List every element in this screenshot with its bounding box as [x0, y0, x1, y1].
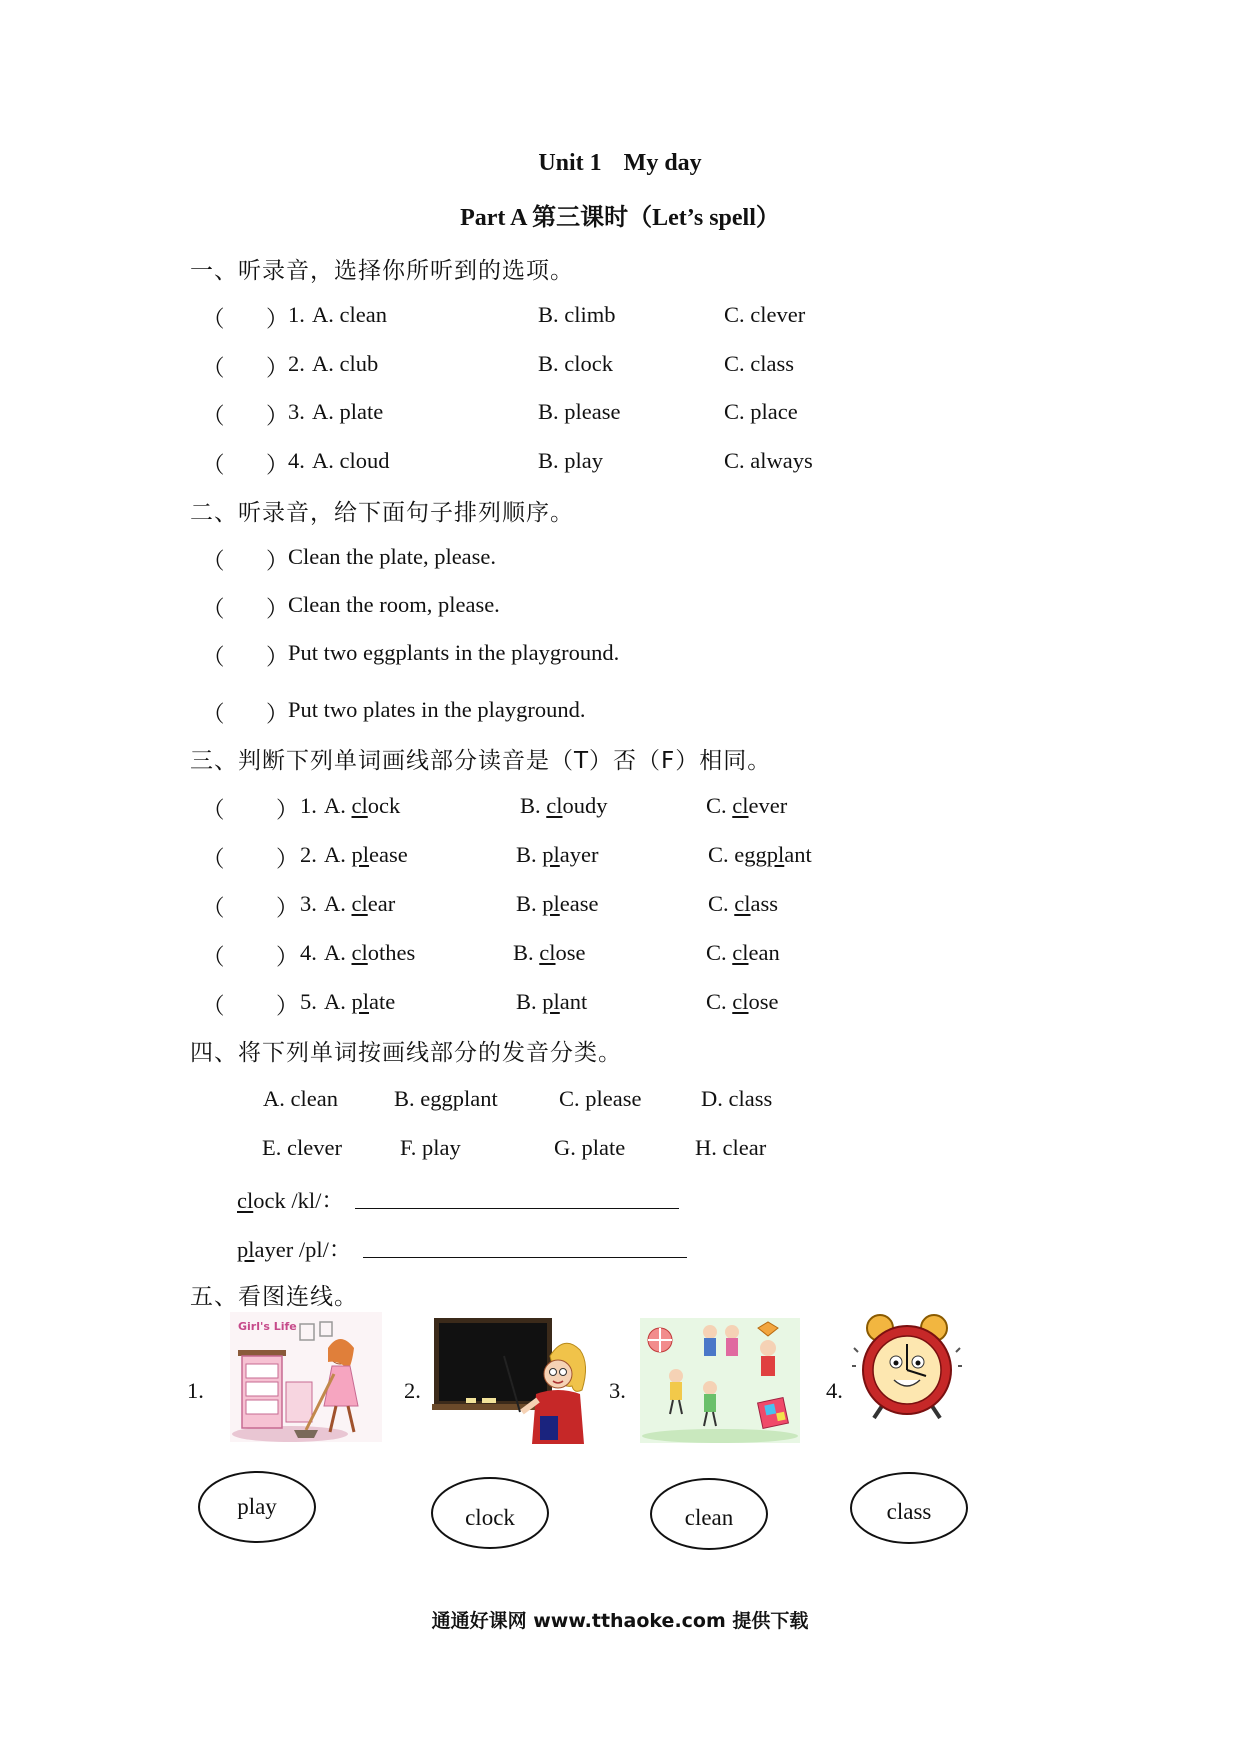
- section2-item: （ ） Put two eggplants in the playground.: [202, 640, 620, 670]
- footer-source: 通通好课网 www.tthaoke.com 提供下载: [431, 1610, 809, 1632]
- children-playing-picture: [640, 1318, 800, 1443]
- section2-item: （ ） Put two plates in the playground.: [202, 697, 586, 727]
- word-option: C. please: [559, 1086, 642, 1111]
- section3-item: （ ） 4. A. clothes B. close C. clean: [202, 940, 780, 970]
- section3-heading: 三、判断下列单词画线部分读音是（T）否（F）相同。: [190, 748, 772, 774]
- word-oval-clock[interactable]: clock: [431, 1477, 549, 1549]
- word-oval-class[interactable]: class: [850, 1472, 968, 1544]
- svg-text:Girl's Life: Girl's Life: [238, 1320, 297, 1333]
- part-title: Part A 第三课时（Let’s spell）: [460, 205, 780, 231]
- teacher-blackboard-picture: [432, 1316, 592, 1451]
- section3-item: （ ） 1. A. clock B. cloudy C. clever: [202, 793, 788, 823]
- section1-item: （ ） 4. A. cloud B. play C. always: [202, 448, 813, 478]
- girl-cleaning-picture: [230, 1312, 382, 1442]
- word-option: E. clever: [262, 1135, 342, 1160]
- section1-item: （ ） 2. A. club B. clock C. class: [202, 351, 794, 381]
- section4-heading: 四、将下列单词按画线部分的发音分类。: [190, 1040, 622, 1066]
- word-option: A. clean: [263, 1086, 338, 1111]
- player-sound-label: player /pl/：: [237, 1237, 352, 1262]
- word-option: F. play: [400, 1135, 461, 1160]
- section2-heading: 二、听录音，给下面句子排列顺序。: [190, 500, 574, 526]
- section5-heading: 五、看图连线。: [190, 1284, 358, 1310]
- unit-topic: My day: [623, 150, 702, 176]
- section1-item: （ ） 3. A. plate B. please C. place: [202, 399, 798, 429]
- alarm-clock-picture: [852, 1312, 962, 1422]
- section3-item: （ ） 2. A. please B. player C. eggplant: [202, 842, 812, 872]
- word-oval-clean[interactable]: clean: [650, 1478, 768, 1550]
- word-oval-play[interactable]: play: [198, 1471, 316, 1543]
- section2-item: （ ） Clean the plate, please.: [202, 544, 497, 574]
- clock-sound-label: clock /kl/：: [237, 1188, 344, 1213]
- section1-heading: 一、听录音，选择你所听到的选项。: [190, 258, 574, 284]
- section2-item: （ ） Clean the room, please.: [202, 592, 500, 622]
- section3-item: （ ） 5. A. plate B. plant C. close: [202, 989, 779, 1019]
- unit-label: Unit 1: [538, 150, 602, 176]
- unit-title: [0, 150, 1240, 177]
- picture-number: 2.: [404, 1378, 421, 1403]
- section1-item: （ ） 1. A. clean B. climb C. clever: [202, 302, 806, 332]
- word-option: D. class: [701, 1086, 773, 1111]
- word-option: B. eggplant: [394, 1086, 498, 1111]
- picture-number: 3.: [609, 1378, 626, 1403]
- section3-item: （ ） 3. A. clear B. please C. class: [202, 891, 779, 921]
- answer-line-pl[interactable]: [363, 1257, 687, 1258]
- word-option: G. plate: [554, 1135, 626, 1160]
- answer-line-kl[interactable]: [355, 1208, 679, 1209]
- picture-number: 4.: [826, 1378, 843, 1403]
- word-option: H. clear: [695, 1135, 767, 1160]
- picture-number: 1.: [187, 1378, 204, 1403]
